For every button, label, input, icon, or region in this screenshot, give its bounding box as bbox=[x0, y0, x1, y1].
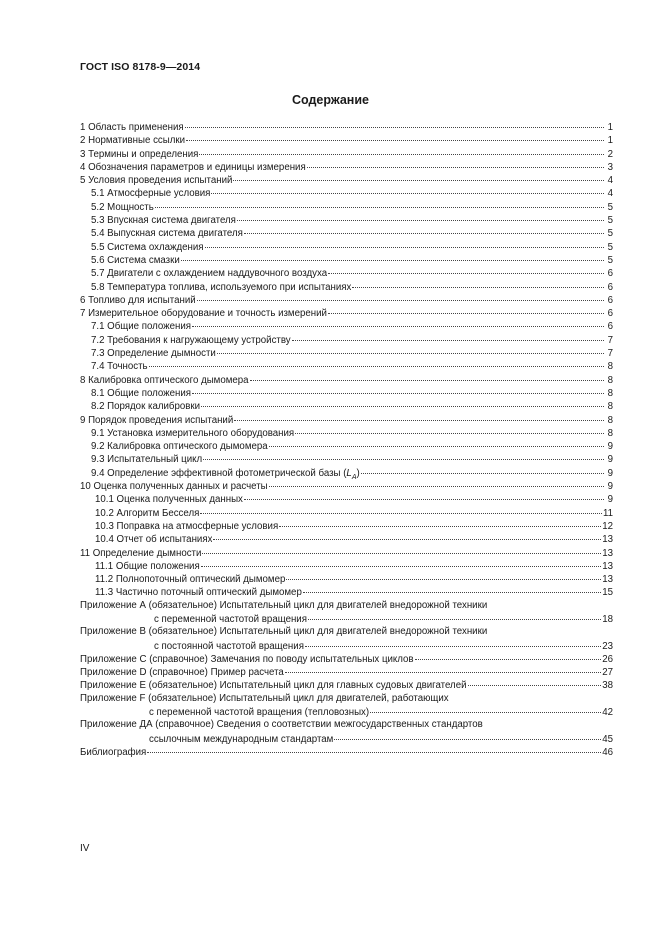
dot-leader bbox=[192, 317, 604, 327]
dot-leader bbox=[305, 637, 601, 647]
toc-entry-page: 23 bbox=[602, 640, 613, 652]
dot-leader bbox=[217, 344, 604, 354]
toc-entry-label: Приложение С (справочное) Замечания по поводу испытательных циклов bbox=[80, 653, 414, 665]
dot-leader bbox=[468, 676, 602, 686]
dot-leader bbox=[292, 331, 604, 341]
toc-entry-label: Приложение В (обязательное) Испытательный цикл для двигателей внедорожной техники bbox=[80, 626, 488, 638]
toc-entry-label: Приложение F (обязательное) Испытательный цикл для двигателей, работающих bbox=[80, 692, 449, 704]
dot-leader bbox=[295, 424, 604, 434]
toc-entry-label-tail: ) bbox=[356, 467, 360, 479]
toc-entry-label: 7.2 Требования к нагружающему устройству bbox=[91, 334, 291, 346]
dot-leader bbox=[286, 570, 601, 580]
dot-leader bbox=[197, 291, 604, 301]
toc-title: Содержание bbox=[291, 93, 369, 107]
toc-entry-label: 5.2 Мощность bbox=[91, 201, 154, 213]
toc-entry-page: 27 bbox=[602, 667, 613, 679]
dot-leader bbox=[308, 610, 601, 620]
dot-leader bbox=[192, 384, 604, 394]
dot-leader bbox=[201, 397, 604, 407]
toc-entry-label: Приложение ДА (справочное) Сведения о соответствии межгосударственных стандартов bbox=[80, 719, 483, 731]
document-header: ГОСТ ISO 8178-9—2014 bbox=[80, 61, 201, 73]
toc-entry-page: 7 bbox=[607, 334, 613, 346]
dot-leader bbox=[237, 211, 604, 221]
toc-entry-label: 10.2 Алгоритм Бесселя bbox=[95, 507, 200, 519]
toc-entry-page: 42 bbox=[602, 707, 613, 719]
toc-entry-label-cont: с постоянной частотой вращения bbox=[154, 640, 304, 652]
toc-entry-label: 3 Термины и определения bbox=[80, 148, 199, 160]
dot-leader bbox=[185, 118, 604, 128]
dot-leader bbox=[205, 238, 604, 248]
dot-leader bbox=[328, 264, 604, 274]
dot-leader bbox=[199, 145, 604, 155]
toc-entry-label: 1 Область применения bbox=[80, 122, 184, 133]
toc-entry-page: 26 bbox=[602, 653, 613, 665]
toc-entry-label-cont: с переменной частотой вращения (тепловозных) bbox=[149, 707, 370, 719]
dot-leader bbox=[269, 477, 604, 487]
dot-leader bbox=[234, 411, 604, 421]
toc-annex-entry[interactable] bbox=[80, 599, 613, 626]
toc-entry-label: 4 Обозначения параметров и единицы измерения bbox=[80, 161, 306, 173]
dot-leader bbox=[233, 171, 604, 181]
dot-leader bbox=[147, 743, 601, 753]
toc-entry[interactable] bbox=[80, 745, 613, 758]
toc-entry-label: 10 Оценка полученных данных и расчеты bbox=[80, 481, 268, 493]
toc-entry-page: 4 bbox=[607, 175, 613, 187]
toc-entry-label: 8 Калибровка оптического дымомера bbox=[80, 374, 249, 386]
toc-entry-label: 11.1 Общие положения bbox=[95, 560, 200, 572]
toc-entry-label-cont: с переменной частотой вращения bbox=[154, 613, 307, 625]
toc-entry-page: 9 bbox=[607, 467, 613, 479]
dot-leader bbox=[250, 371, 604, 381]
toc-entry-label: 7.4 Точность bbox=[91, 361, 148, 373]
dot-leader bbox=[211, 184, 604, 194]
toc-entry-page: 8 bbox=[607, 387, 613, 399]
dot-leader bbox=[181, 251, 604, 261]
toc-entry-label: 5.3 Впускная система двигателя bbox=[91, 215, 236, 227]
toc-entry-label: 10.4 Отчет об испытаниях bbox=[95, 534, 213, 546]
dot-leader bbox=[269, 437, 604, 447]
toc-entry-page: 38 bbox=[602, 680, 613, 692]
toc-entry-page: 6 bbox=[607, 281, 613, 293]
toc-entry-label: 7 Измерительное оборудование и точность измерений bbox=[80, 308, 327, 320]
toc-entry-page: 3 bbox=[607, 161, 613, 173]
toc-entry-label: Приложение А (обязательное) Испытательный цикл для двигателей внедорожной техники bbox=[80, 599, 488, 611]
toc-entry-page: 5 bbox=[607, 201, 613, 213]
dot-leader bbox=[244, 490, 604, 500]
dot-leader bbox=[202, 544, 601, 554]
toc-entry-page: 15 bbox=[602, 587, 613, 599]
toc-entry-page: 13 bbox=[602, 534, 613, 546]
toc-entry-page: 18 bbox=[602, 613, 613, 625]
toc-entry-page: 9 bbox=[607, 481, 613, 493]
toc-entry-page: 5 bbox=[607, 241, 613, 253]
toc-entry-page: 8 bbox=[607, 401, 613, 413]
toc-entry-page: 2 bbox=[607, 148, 613, 160]
toc-entry-page: 13 bbox=[602, 560, 613, 572]
toc-entry-page: 6 bbox=[607, 268, 613, 280]
toc-entry-page: 13 bbox=[602, 574, 613, 586]
toc-entry-label: 5.5 Система охлаждения bbox=[91, 241, 204, 253]
toc-entry-label-cont: ссылочным международным стандартам bbox=[149, 733, 334, 745]
toc-annex-entry[interactable] bbox=[80, 692, 613, 719]
dot-leader bbox=[328, 304, 604, 314]
toc-entry-page: 9 bbox=[607, 441, 613, 453]
toc-entry-page: 8 bbox=[607, 427, 613, 439]
toc-entry-label: Библиография bbox=[80, 746, 147, 758]
dot-leader bbox=[352, 278, 604, 288]
toc-entry-label: 2 Нормативные ссылки bbox=[80, 135, 186, 147]
toc-entry-page: 6 bbox=[607, 294, 613, 306]
toc-entry-page: 12 bbox=[602, 520, 613, 532]
toc-annex-entry[interactable] bbox=[80, 625, 613, 652]
dot-leader bbox=[149, 357, 604, 367]
toc-entry-label: Приложение Е (обязательное) Испытательный цикл для главных судовых двигателей bbox=[80, 680, 467, 692]
toc-entry-label: 10.1 Оценка полученных данных bbox=[95, 494, 243, 506]
toc-annex-entry[interactable] bbox=[80, 718, 613, 745]
toc-entry-page: 9 bbox=[607, 494, 613, 506]
math-subscript-a: A bbox=[351, 473, 357, 481]
toc-entry-page: 8 bbox=[607, 374, 613, 386]
toc-entry-page: 5 bbox=[607, 215, 613, 227]
toc-entry-page: 6 bbox=[607, 308, 613, 320]
toc-entry-label: 5.7 Двигатели с охлаждением наддувочного воздуха bbox=[91, 268, 328, 280]
toc-entry-label: 11.2 Полнопоточный оптический дымомер bbox=[95, 574, 286, 586]
table-of-contents bbox=[80, 120, 613, 758]
toc-entry-page: 45 bbox=[602, 733, 613, 745]
toc-entry-label: 10.3 Поправка на атмосферные условия bbox=[95, 520, 279, 532]
toc-annex-entry[interactable] bbox=[80, 678, 613, 691]
toc-entry-page: 11 bbox=[602, 507, 613, 519]
toc-entry-page: 5 bbox=[607, 254, 613, 266]
dot-leader bbox=[213, 530, 601, 540]
toc-entry-label: 9.1 Установка измерительного оборудования bbox=[91, 427, 295, 439]
toc-entry-label: 7.1 Общие положения bbox=[91, 321, 192, 333]
dot-leader bbox=[200, 504, 602, 514]
toc-entry-label: 5.8 Температура топлива, используемого при испытаниях bbox=[91, 281, 352, 293]
dot-leader bbox=[361, 464, 604, 474]
dot-leader bbox=[186, 131, 604, 141]
toc-entry-page: 6 bbox=[607, 321, 613, 333]
math-symbol-l: L bbox=[346, 467, 352, 479]
toc-entry-label: 5.4 Выпускная система двигателя bbox=[91, 228, 243, 240]
toc-entry-page: 1 bbox=[607, 122, 613, 133]
toc-entry-label: 11 Определение дымности bbox=[80, 547, 202, 559]
dot-leader bbox=[370, 703, 601, 713]
toc-entry-page: 9 bbox=[607, 454, 613, 466]
dot-leader bbox=[415, 650, 602, 660]
toc-entry-page: 8 bbox=[607, 414, 613, 426]
dot-leader bbox=[201, 557, 602, 567]
page-number: IV bbox=[80, 843, 90, 854]
toc-entry-page: 4 bbox=[607, 188, 613, 200]
toc-entry-label: Приложение D (справочное) Пример расчета bbox=[80, 667, 284, 679]
toc-entry-page: 1 bbox=[607, 135, 613, 147]
toc-entry-label: 9 Порядок проведения испытаний bbox=[80, 414, 234, 426]
toc-entry-page: 13 bbox=[602, 547, 613, 559]
toc-entry-label: 8.2 Порядок калибровки bbox=[91, 401, 201, 413]
toc-entry-label: 5.1 Атмосферные условия bbox=[91, 188, 211, 200]
dot-leader bbox=[203, 450, 604, 460]
dot-leader bbox=[334, 730, 601, 740]
toc-entry-label-text: 9.4 Определение эффективной фотометрической базы ( bbox=[91, 467, 347, 479]
toc-entry-label: 9.2 Калибровка оптического дымомера bbox=[91, 441, 268, 453]
dot-leader bbox=[279, 517, 601, 527]
toc-entry-label: 7.3 Определение дымности bbox=[91, 348, 216, 360]
toc-subentry[interactable] bbox=[80, 585, 613, 598]
dot-leader bbox=[244, 224, 604, 234]
toc-entry-page: 8 bbox=[607, 361, 613, 373]
toc-entry-label: 5.6 Система смазки bbox=[91, 254, 180, 266]
toc-entry-label: 8.1 Общие положения bbox=[91, 387, 192, 399]
toc-entry-label: 5 Условия проведения испытаний bbox=[80, 175, 233, 187]
dot-leader bbox=[303, 583, 601, 593]
dot-leader bbox=[285, 663, 601, 673]
toc-entry-page: 5 bbox=[607, 228, 613, 240]
toc-entry-label: 11.3 Частично поточный оптический дымомер bbox=[95, 587, 302, 599]
dot-leader bbox=[155, 198, 604, 208]
toc-entry-label: 9.3 Испытательный цикл bbox=[91, 454, 203, 466]
toc-entry-page: 7 bbox=[607, 348, 613, 360]
toc-entry-label: 6 Топливо для испытаний bbox=[80, 294, 196, 306]
toc-entry-page: 46 bbox=[602, 746, 613, 758]
dot-leader bbox=[307, 158, 604, 168]
